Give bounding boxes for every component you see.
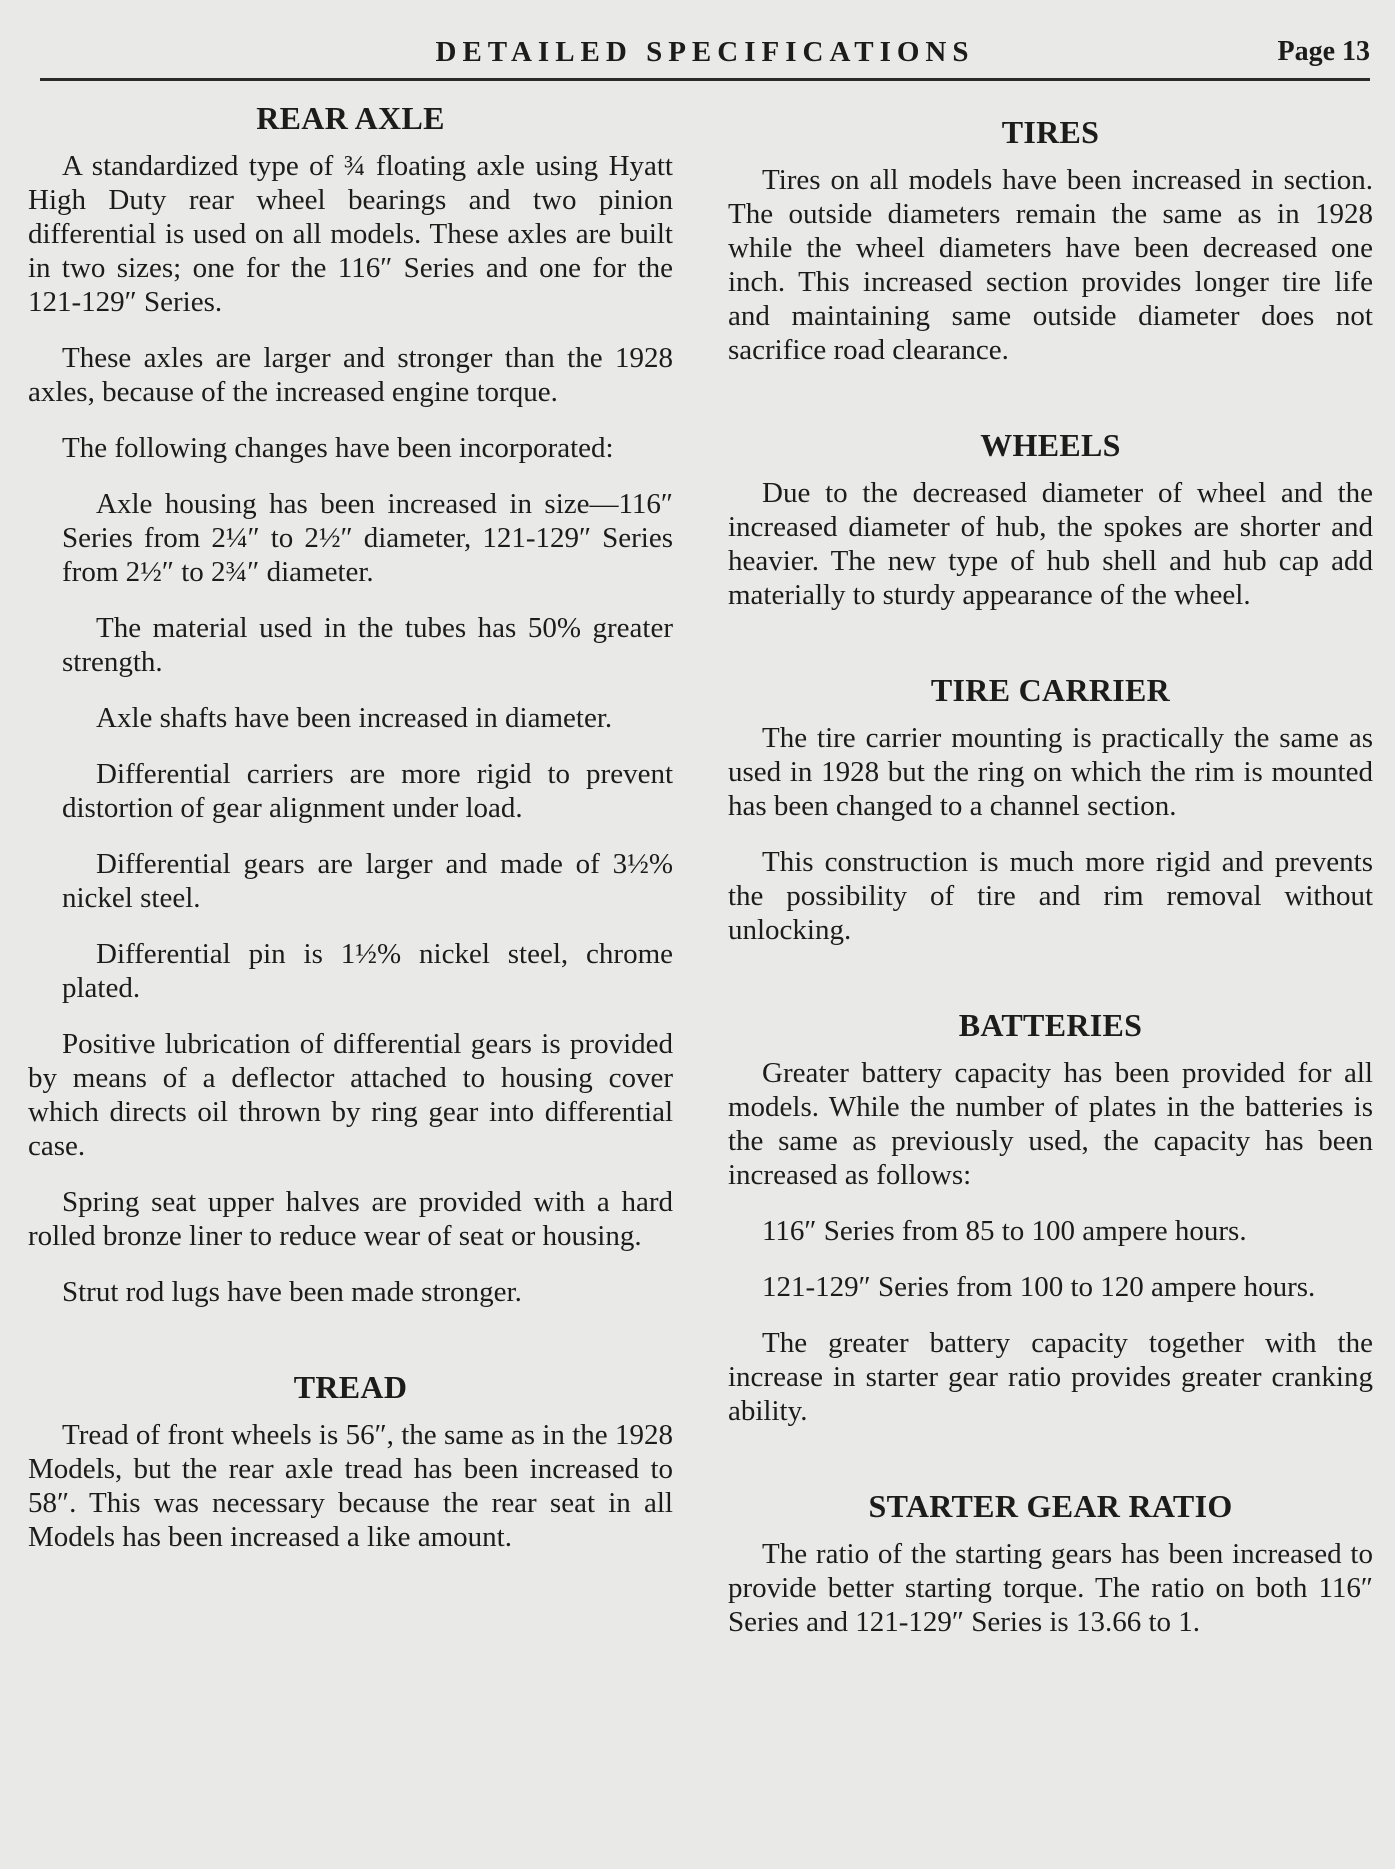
sub-paragraph: Differential carriers are more rigid to prevent distortion of gear alignment under load.	[62, 758, 673, 824]
paragraph: The ratio of the starting gears has been increased to provide better starting torque. The ratio on both 116″ Series and 121-129″ Series is 13.66 to 1.	[728, 1538, 1373, 1638]
paragraph: The tire carrier mounting is practically the same as used in 1928 but the ring on which the rim is mounted has been changed to a channel section.	[728, 722, 1373, 822]
section-tread	[28, 1369, 673, 1554]
heading-rear-axle: REAR AXLE	[256, 100, 445, 136]
sub-paragraph: Differential gears are larger and made of 3½% nickel steel.	[62, 848, 673, 914]
paragraph: Strut rod lugs have been made stronger.	[62, 1276, 522, 1308]
section-tire-carrier	[728, 672, 1373, 947]
paragraph: The greater battery capacity together with the increase in starter gear ratio provides greater cranking ability.	[728, 1327, 1373, 1427]
paragraph: Greater battery capacity has been provided for all models. While the number of plates in the batteries is the same as previously used, the capacity has been increased as follows:	[728, 1057, 1373, 1191]
heading-tire-carrier: TIRE CARRIER	[930, 672, 1171, 708]
paragraph: Positive lubrication of differential gears is provided by means of a deflector attached to housing cover which directs oil thrown by ring gear into differential case.	[28, 1028, 673, 1162]
page-number: Page 13	[1277, 36, 1370, 67]
sub-paragraph: 121-129″ Series from 100 to 120 ampere hours.	[762, 1271, 1316, 1303]
left-column	[28, 100, 673, 1576]
sub-paragraph: 116″ Series from 85 to 100 ampere hours.	[762, 1215, 1247, 1247]
page-header	[40, 30, 1370, 81]
paragraph: Tires on all models have been increased in section. The outside diameters remain the same as in 1928 while the wheel diameters have been decreased one inch. This increased section provides longer tire life and maintaining same outside diameter does not sacrifice road clearance.	[728, 164, 1373, 366]
paragraph: Spring seat upper halves are provided with a hard rolled bronze liner to reduce wear of seat or housing.	[28, 1186, 673, 1252]
heading-tires: TIRES	[1001, 114, 1100, 150]
section-starter-gear-ratio	[728, 1488, 1373, 1639]
sub-paragraph: Axle shafts have been increased in diameter.	[96, 702, 613, 734]
paragraph: A standardized type of ¾ floating axle using Hyatt High Duty rear wheel bearings and two pinion differential is used on all models. These axles are built in two sizes; one for the 116″ Series and one for the 121-129″ Series.	[28, 150, 673, 318]
heading-batteries: BATTERIES	[958, 1007, 1143, 1043]
section-rear-axle	[28, 100, 673, 1309]
section-batteries	[728, 1007, 1373, 1428]
heading-wheels: WHEELS	[980, 427, 1121, 463]
sub-paragraph: The material used in the tubes has 50% greater strength.	[62, 612, 673, 678]
paragraph: These axles are larger and stronger than the 1928 axles, because of the increased engine torque.	[28, 342, 673, 408]
sub-paragraph: Differential pin is 1½% nickel steel, chrome plated.	[62, 938, 673, 1004]
right-column	[728, 114, 1373, 1661]
section-wheels	[728, 427, 1373, 612]
paragraph: Tread of front wheels is 56″, the same as in the 1928 Models, but the rear axle tread has been increased to 58″. This was necessary because the rear seat in all Models has been increased a like amount.	[28, 1419, 673, 1553]
page-title: DETAILED SPECIFICATIONS	[435, 36, 975, 68]
heading-tread: TREAD	[293, 1369, 408, 1405]
sub-paragraph: Axle housing has been increased in size—116″ Series from 2¼″ to 2½″ diameter, 121-129″ Series from 2½″ to 2¾″ diameter.	[62, 488, 673, 588]
paragraph: The following changes have been incorporated:	[62, 432, 614, 464]
paragraph: Due to the decreased diameter of wheel and the increased diameter of hub, the spokes are shorter and heavier. The new type of hub shell and hub cap add materially to sturdy appearance of the wheel.	[728, 477, 1373, 611]
paragraph: This construction is much more rigid and prevents the possibility of tire and rim removal without unlocking.	[728, 846, 1373, 946]
section-tires	[728, 114, 1373, 367]
heading-starter-gear-ratio: STARTER GEAR RATIO	[868, 1488, 1233, 1524]
